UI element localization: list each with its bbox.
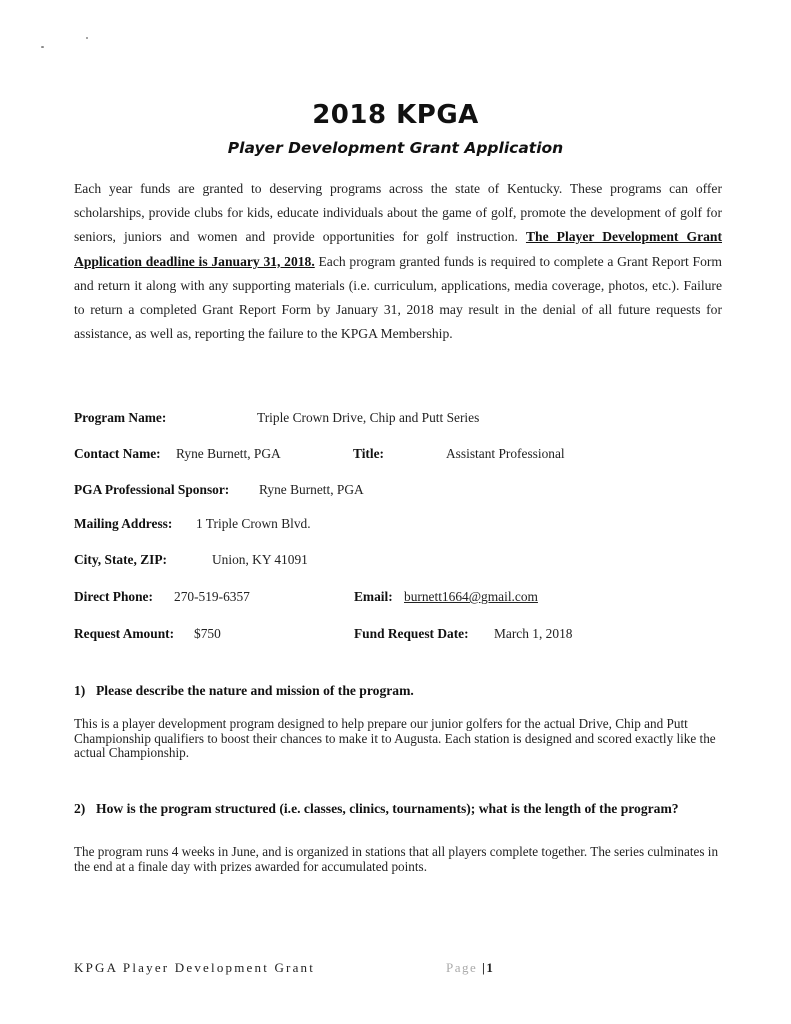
title-value: Assistant Professional [446,446,565,461]
email-label: Email: [354,589,393,604]
intro-text-part2: Each program granted funds is required to complete a Grant Report Form and return it along with any supporting materials (i.e. curriculum, applications, media coverage, photos, etc.). Failure to return a completed Grant Report Form by January 31, 2018 may result in the denial of all future requests for assistance, as well as, reporting the failure to the KPGA Membership. [74,253,722,342]
question-2 [74,799,714,818]
program-name-label: Program Name: [74,410,167,425]
fund-request-date-label: Fund Request Date: [354,626,469,641]
scan-speck [86,37,88,39]
contact-name-label: Contact Name: [74,446,161,461]
direct-phone-label: Direct Phone: [74,589,153,604]
page-separator: | [482,960,487,975]
request-amount-value: $750 [194,626,221,641]
sponsor-label: PGA Professional Sponsor: [74,482,230,497]
email-value: burnett1664@gmail.com [404,589,538,604]
page-number-footer [446,960,494,976]
program-name-value: Triple Crown Drive, Chip and Putt Series [257,410,480,425]
request-amount-label: Request Amount: [74,626,175,641]
deadline-notice: The Player Development Grant Application deadline is January 31, 2018. [74,229,722,269]
page-number: 1 [486,960,495,975]
page-title: 2018 KPGA [312,100,479,130]
city-state-zip-value: Union, KY 41091 [212,552,308,567]
direct-phone-value: 270-519-6357 [174,589,250,604]
question-1-text: Please describe the nature and mission of the program. [96,683,414,698]
footer-title: KPGA Player Development Grant [74,960,316,975]
city-state-zip-label: City, State, ZIP: [74,552,167,567]
question-1-number: 1) [74,683,86,698]
question-1 [74,681,714,700]
intro-text-part1: Each year funds are granted to deserving programs across the state of Kentucky. These programs can offer scholarships, provide clubs for kids, educate individuals about the game of golf, promote the development of golf for seniors, juniors and women and provide opportunities for golf instruction. [74,181,722,245]
scan-speck [41,46,44,48]
page-word: Page [446,960,478,975]
question-2-number: 2) [74,801,86,816]
question-2-text: How is the program structured (i.e. classes, clinics, tournaments); what is the length of the program? [96,801,679,816]
contact-name-value: Ryne Burnett, PGA [176,446,281,461]
fund-request-date-value: March 1, 2018 [494,626,573,641]
mailing-address-value: 1 Triple Crown Blvd. [196,516,311,531]
page-subtitle: Player Development Grant Application [227,139,564,157]
answer-2: The program runs 4 weeks in June, and is organized in stations that all players complete together. The series culminates in the end at a finale day with prizes awarded for accumulated points. [74,844,719,874]
mailing-address-label: Mailing Address: [74,516,173,531]
sponsor-value: Ryne Burnett, PGA [259,482,364,497]
title-label: Title: [353,446,384,461]
answer-1: This is a player development program designed to help prepare our junior golfers for the actual Drive, Chip and Putt Championship qualifiers to boost their chances to make it to Augusta. Each station is designed and scored exactly like the actual Championship. [74,716,716,760]
intro-paragraph [74,177,722,346]
